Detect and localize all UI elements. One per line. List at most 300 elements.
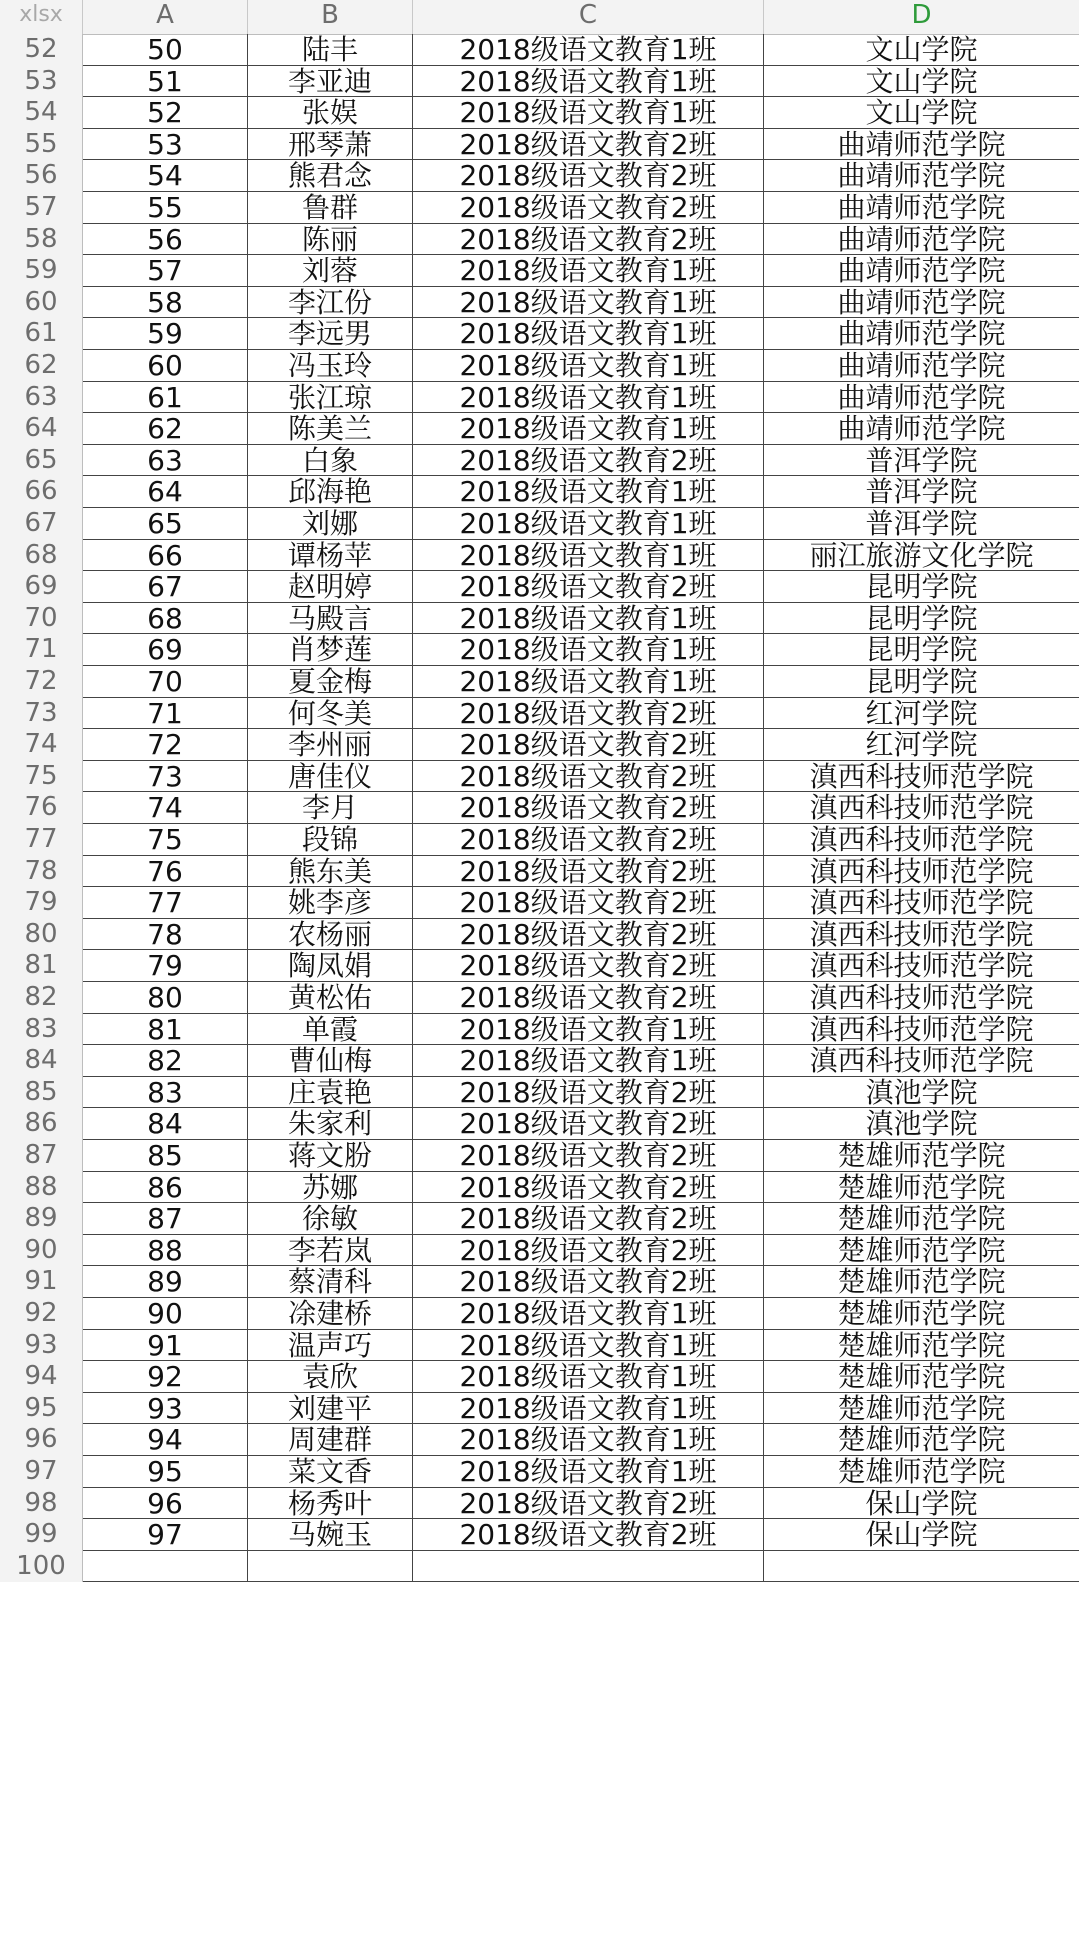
table-row — [0, 1266, 1079, 1298]
table-row — [0, 856, 1079, 888]
table-row — [0, 287, 1079, 319]
cell-a[interactable]: 90 — [83, 1298, 248, 1330]
cell-b[interactable]: 邢琴萧 — [248, 129, 413, 161]
cell-c[interactable]: 2018级语文教育2班 — [413, 445, 764, 477]
cell-d[interactable]: 保山学院 — [865, 1519, 978, 1551]
cell-c[interactable]: 2018级语文教育2班 — [413, 698, 764, 730]
cell-b[interactable]: 张江琼 — [248, 382, 413, 414]
table-row — [0, 476, 1079, 508]
cell-a[interactable]: 68 — [83, 603, 248, 635]
cell-c[interactable]: 2018级语文教育1班 — [413, 1393, 764, 1425]
row-number: 83 — [0, 1014, 83, 1046]
cell-d[interactable]: 楚雄师范学院 — [837, 1140, 1006, 1172]
column-header-c[interactable]: C — [413, 0, 764, 34]
cell-c[interactable]: 2018级语文教育2班 — [413, 224, 764, 256]
cell-a[interactable]: 85 — [83, 1140, 248, 1172]
cell-c[interactable] — [413, 1551, 764, 1583]
cell-c[interactable]: 2018级语文教育1班 — [413, 508, 764, 540]
cell-a[interactable]: 58 — [83, 287, 248, 319]
table-row — [0, 729, 1079, 761]
row-number: 98 — [0, 1488, 83, 1520]
table-row — [0, 224, 1079, 256]
cell-b[interactable]: 马殿言 — [248, 603, 413, 635]
cell-c[interactable]: 2018级语文教育2班 — [413, 1077, 764, 1109]
table-row — [0, 192, 1079, 224]
cell-c[interactable]: 2018级语文教育2班 — [413, 1140, 764, 1172]
row-number: 92 — [0, 1298, 83, 1330]
table-row — [0, 1361, 1079, 1393]
table-row — [0, 160, 1079, 192]
cell-a[interactable]: 73 — [83, 761, 248, 793]
table-row — [0, 824, 1079, 856]
row-number: 88 — [0, 1172, 83, 1204]
cell-c[interactable]: 2018级语文教育1班 — [413, 1361, 764, 1393]
cell-c[interactable]: 2018级语文教育1班 — [413, 1424, 764, 1456]
cell-a[interactable]: 72 — [83, 729, 248, 761]
cell-d[interactable]: 昆明学院 — [865, 602, 978, 635]
row-number: 67 — [0, 508, 83, 540]
cell-d[interactable]: 曲靖师范学院 — [837, 128, 1006, 161]
cell-c[interactable]: 2018级语文教育1班 — [413, 1330, 764, 1362]
cell-c[interactable]: 2018级语文教育1班 — [413, 540, 764, 572]
cell-d[interactable]: 楚雄师范学院 — [837, 1203, 1006, 1235]
cell-d[interactable]: 红河学院 — [865, 729, 978, 761]
cell-a[interactable]: 69 — [83, 634, 248, 666]
cell-a[interactable]: 56 — [83, 224, 248, 256]
cell-d[interactable]: 昆明学院 — [865, 634, 978, 666]
cell-c[interactable]: 2018级语文教育2班 — [413, 950, 764, 982]
row-number: 69 — [0, 571, 83, 603]
cell-a[interactable]: 75 — [83, 824, 248, 856]
column-header-b[interactable]: B — [248, 0, 413, 34]
row-number: 66 — [0, 476, 83, 508]
cell-d[interactable]: 滇西科技师范学院 — [809, 760, 1034, 793]
row-number: 99 — [0, 1519, 83, 1551]
cell-a[interactable]: 79 — [83, 950, 248, 982]
row-number: 90 — [0, 1235, 83, 1267]
cell-c[interactable]: 2018级语文教育1班 — [413, 476, 764, 508]
cell-a[interactable]: 97 — [83, 1519, 248, 1551]
cell-d[interactable]: 滇西科技师范学院 — [809, 855, 1034, 888]
cell-b[interactable]: 赵明婷 — [248, 571, 413, 603]
cell-d[interactable]: 曲靖师范学院 — [837, 286, 1006, 319]
column-header-a[interactable]: A — [83, 0, 248, 34]
row-number: 63 — [0, 382, 83, 414]
cell-d[interactable]: 楚雄师范学院 — [837, 1234, 1006, 1267]
cell-d[interactable]: 楚雄师范学院 — [837, 1456, 1006, 1488]
row-number: 89 — [0, 1203, 83, 1235]
cell-b[interactable]: 陈丽 — [248, 224, 413, 256]
cell-c[interactable]: 2018级语文教育1班 — [413, 1045, 764, 1077]
cell-c[interactable]: 2018级语文教育2班 — [413, 1519, 764, 1551]
cell-a[interactable] — [83, 1551, 248, 1583]
cell-d[interactable]: 曲靖师范学院 — [837, 381, 1006, 414]
cell-d[interactable]: 普洱学院 — [865, 444, 978, 477]
cell-a[interactable]: 96 — [83, 1488, 248, 1520]
row-number: 96 — [0, 1424, 83, 1456]
cell-d[interactable]: 昆明学院 — [865, 571, 978, 603]
cell-c[interactable]: 2018级语文教育1班 — [413, 1456, 764, 1488]
row-number: 97 — [0, 1456, 83, 1488]
cell-b[interactable]: 刘蓉 — [248, 255, 413, 287]
cell-c[interactable]: 2018级语文教育1班 — [413, 666, 764, 698]
cell-a[interactable]: 80 — [83, 982, 248, 1014]
cell-d[interactable]: 曲靖师范学院 — [837, 223, 1006, 256]
cell-c[interactable]: 2018级语文教育2班 — [413, 192, 764, 224]
row-number: 64 — [0, 413, 83, 445]
table-row — [0, 571, 1079, 603]
cell-b[interactable]: 段锦 — [248, 824, 413, 856]
cell-b[interactable]: 熊君念 — [248, 160, 413, 192]
cell-c[interactable]: 2018级语文教育2班 — [413, 160, 764, 192]
cell-a[interactable]: 57 — [83, 255, 248, 287]
cell-b[interactable]: 袁欣 — [248, 1361, 413, 1393]
cell-d[interactable]: 滇西科技师范学院 — [809, 950, 1034, 982]
cell-d[interactable] — [764, 1551, 1079, 1583]
table-row — [0, 129, 1079, 161]
cell-c[interactable]: 2018级语文教育1班 — [413, 97, 764, 129]
cell-a[interactable]: 60 — [83, 350, 248, 382]
row-number: 54 — [0, 97, 83, 129]
cell-d[interactable]: 文山学院 — [865, 34, 978, 66]
table-row — [0, 1551, 1079, 1583]
cell-b[interactable]: 白象 — [248, 445, 413, 477]
cell-d[interactable]: 滇西科技师范学院 — [809, 1045, 1034, 1077]
cell-d[interactable]: 文山学院 — [865, 65, 978, 98]
cell-a[interactable]: 63 — [83, 445, 248, 477]
cell-b[interactable]: 刘建平 — [248, 1393, 413, 1425]
cell-c[interactable]: 2018级语文教育2班 — [413, 1266, 764, 1298]
row-number: 77 — [0, 824, 83, 856]
cell-c[interactable]: 2018级语文教育1班 — [413, 1014, 764, 1046]
table-row — [0, 1203, 1079, 1235]
cell-d[interactable]: 滇西科技师范学院 — [809, 918, 1034, 951]
cell-a[interactable]: 70 — [83, 666, 248, 698]
cell-d[interactable]: 楚雄师范学院 — [837, 1171, 1006, 1204]
cell-a[interactable]: 87 — [83, 1203, 248, 1235]
cell-b[interactable]: 凃建桥 — [248, 1298, 413, 1330]
cell-a[interactable]: 66 — [83, 540, 248, 572]
row-number: 68 — [0, 540, 83, 572]
cell-b[interactable]: 单霞 — [248, 1014, 413, 1046]
cell-d[interactable]: 普洱学院 — [865, 508, 978, 540]
table-row — [0, 666, 1079, 698]
row-number: 72 — [0, 666, 83, 698]
cell-c[interactable]: 2018级语文教育1班 — [413, 287, 764, 319]
row-number: 75 — [0, 761, 83, 793]
cell-b[interactable]: 张娱 — [248, 97, 413, 129]
cell-c[interactable]: 2018级语文教育2班 — [413, 1203, 764, 1235]
row-number: 82 — [0, 982, 83, 1014]
cell-b[interactable]: 何冬美 — [248, 698, 413, 730]
row-number: 62 — [0, 350, 83, 382]
row-number: 56 — [0, 160, 83, 192]
cell-c[interactable]: 2018级语文教育1班 — [413, 382, 764, 414]
cell-c[interactable]: 2018级语文教育1班 — [413, 318, 764, 350]
cell-b[interactable]: 李月 — [248, 792, 413, 824]
cell-a[interactable]: 54 — [83, 160, 248, 192]
cell-c[interactable]: 2018级语文教育1班 — [413, 66, 764, 98]
cell-c[interactable]: 2018级语文教育2班 — [413, 1108, 764, 1140]
row-number: 73 — [0, 698, 83, 730]
cell-a[interactable]: 67 — [83, 571, 248, 603]
table-row — [0, 919, 1079, 951]
cell-b[interactable]: 邱海艳 — [248, 476, 413, 508]
cell-d[interactable]: 普洱学院 — [865, 476, 978, 508]
cell-b[interactable]: 唐佳仪 — [248, 761, 413, 793]
cell-b[interactable]: 温声巧 — [248, 1330, 413, 1362]
cell-b[interactable]: 朱家利 — [248, 1108, 413, 1140]
cell-b[interactable]: 刘娜 — [248, 508, 413, 540]
column-header-bar — [0, 0, 1079, 35]
cell-a[interactable]: 82 — [83, 1045, 248, 1077]
row-number: 60 — [0, 287, 83, 319]
cell-c[interactable]: 2018级语文教育2班 — [413, 761, 764, 793]
table-row — [0, 1014, 1079, 1046]
cell-c[interactable]: 2018级语文教育2班 — [413, 919, 764, 951]
cell-d[interactable]: 曲靖师范学院 — [837, 160, 1006, 192]
cell-b[interactable]: 周建群 — [248, 1424, 413, 1456]
cell-b[interactable]: 肖梦莲 — [248, 634, 413, 666]
row-number: 53 — [0, 66, 83, 98]
table-row — [0, 1172, 1079, 1204]
cell-a[interactable]: 92 — [83, 1361, 248, 1393]
cell-b[interactable]: 徐敏 — [248, 1203, 413, 1235]
cell-b[interactable]: 黄松佑 — [248, 982, 413, 1014]
cell-b[interactable]: 熊东美 — [248, 856, 413, 888]
cell-c[interactable]: 2018级语文教育2班 — [413, 571, 764, 603]
table-row — [0, 413, 1079, 445]
cell-a[interactable]: 53 — [83, 129, 248, 161]
row-number: 84 — [0, 1045, 83, 1077]
table-row — [0, 1488, 1079, 1520]
cell-a[interactable]: 77 — [83, 887, 248, 919]
column-header-d[interactable]: D — [911, 0, 932, 30]
row-number: 76 — [0, 792, 83, 824]
cell-d[interactable]: 丽江旅游文化学院 — [809, 539, 1034, 572]
cell-b[interactable] — [248, 1551, 413, 1583]
table-row — [0, 97, 1079, 129]
cell-b[interactable]: 杨秀叶 — [248, 1488, 413, 1520]
cell-a[interactable]: 81 — [83, 1014, 248, 1046]
cell-b[interactable]: 李若岚 — [248, 1235, 413, 1267]
cell-d[interactable]: 文山学院 — [865, 97, 978, 129]
cell-c[interactable]: 2018级语文教育2班 — [413, 1172, 764, 1204]
cell-c[interactable]: 2018级语文教育1班 — [413, 34, 764, 66]
cell-b[interactable]: 农杨丽 — [248, 919, 413, 951]
cell-c[interactable]: 2018级语文教育2班 — [413, 129, 764, 161]
cell-b[interactable]: 曹仙梅 — [248, 1045, 413, 1077]
cell-b[interactable]: 陶凤娟 — [248, 950, 413, 982]
cell-d[interactable]: 曲靖师范学院 — [837, 413, 1006, 445]
cell-d[interactable]: 曲靖师范学院 — [837, 350, 1006, 382]
table-row — [0, 1456, 1079, 1488]
table-row — [0, 34, 1079, 66]
cell-d[interactable]: 曲靖师范学院 — [837, 192, 1006, 224]
select-all-corner[interactable]: xlsx — [0, 0, 83, 34]
table-row — [0, 1330, 1079, 1362]
cell-c[interactable]: 2018级语文教育2班 — [413, 982, 764, 1014]
table-row — [0, 950, 1079, 982]
cell-b[interactable]: 苏娜 — [248, 1172, 413, 1204]
cell-b[interactable]: 陈美兰 — [248, 413, 413, 445]
cell-c[interactable]: 2018级语文教育1班 — [413, 350, 764, 382]
cell-b[interactable]: 夏金梅 — [248, 666, 413, 698]
table-row — [0, 350, 1079, 382]
row-number: 81 — [0, 950, 83, 982]
cell-d[interactable]: 楚雄师范学院 — [837, 1329, 1006, 1362]
cell-d[interactable]: 楚雄师范学院 — [837, 1424, 1006, 1456]
cell-b[interactable]: 庄袁艳 — [248, 1077, 413, 1109]
table-row — [0, 508, 1079, 540]
cell-a[interactable]: 93 — [83, 1393, 248, 1425]
cell-b[interactable]: 陆丰 — [248, 34, 413, 66]
cell-d[interactable]: 滇池学院 — [865, 1108, 978, 1140]
row-number: 58 — [0, 224, 83, 256]
cell-a[interactable]: 52 — [83, 97, 248, 129]
row-number: 74 — [0, 729, 83, 761]
cell-a[interactable]: 86 — [83, 1172, 248, 1204]
row-number: 55 — [0, 129, 83, 161]
table-row — [0, 1108, 1079, 1140]
cell-c[interactable]: 2018级语文教育2班 — [413, 1235, 764, 1267]
cell-c[interactable]: 2018级语文教育2班 — [413, 887, 764, 919]
row-number: 71 — [0, 634, 83, 666]
cell-d[interactable]: 楚雄师范学院 — [837, 1266, 1006, 1298]
table-row — [0, 66, 1079, 98]
cell-a[interactable]: 59 — [83, 318, 248, 350]
table-row — [0, 1045, 1079, 1077]
cell-d[interactable]: 保山学院 — [865, 1487, 978, 1520]
cell-c[interactable]: 2018级语文教育1班 — [413, 413, 764, 445]
cell-d[interactable]: 昆明学院 — [865, 666, 978, 698]
cell-a[interactable]: 95 — [83, 1456, 248, 1488]
cell-d[interactable]: 滇西科技师范学院 — [809, 824, 1034, 856]
cell-d[interactable]: 滇西科技师范学院 — [809, 887, 1034, 919]
cell-c[interactable]: 2018级语文教育2班 — [413, 1488, 764, 1520]
cell-a[interactable]: 61 — [83, 382, 248, 414]
table-row — [0, 1393, 1079, 1425]
table-row — [0, 792, 1079, 824]
cell-a[interactable]: 94 — [83, 1424, 248, 1456]
cell-a[interactable]: 89 — [83, 1266, 248, 1298]
row-number: 52 — [0, 34, 83, 66]
row-number: 80 — [0, 919, 83, 951]
row-number: 59 — [0, 255, 83, 287]
cell-d[interactable]: 滇西科技师范学院 — [809, 1013, 1034, 1046]
cell-b[interactable]: 菜文香 — [248, 1456, 413, 1488]
cell-a[interactable]: 62 — [83, 413, 248, 445]
cell-b[interactable]: 李州丽 — [248, 729, 413, 761]
table-row — [0, 887, 1079, 919]
row-number: 57 — [0, 192, 83, 224]
table-row — [0, 761, 1079, 793]
table-row — [0, 318, 1079, 350]
row-number: 85 — [0, 1077, 83, 1109]
cell-b[interactable]: 蒋文肦 — [248, 1140, 413, 1172]
table-row — [0, 1140, 1079, 1172]
table-row — [0, 1235, 1079, 1267]
cell-b[interactable]: 冯玉玲 — [248, 350, 413, 382]
cell-a[interactable]: 84 — [83, 1108, 248, 1140]
cell-b[interactable]: 姚李彦 — [248, 887, 413, 919]
cell-d[interactable]: 楚雄师范学院 — [837, 1392, 1006, 1425]
row-number: 79 — [0, 887, 83, 919]
cell-a[interactable]: 91 — [83, 1330, 248, 1362]
row-number: 91 — [0, 1266, 83, 1298]
table-row — [0, 1298, 1079, 1330]
cell-b[interactable]: 蔡清科 — [248, 1266, 413, 1298]
cell-b[interactable]: 李江份 — [248, 287, 413, 319]
cell-a[interactable]: 88 — [83, 1235, 248, 1267]
table-row — [0, 1077, 1079, 1109]
row-number: 94 — [0, 1361, 83, 1393]
row-number: 86 — [0, 1108, 83, 1140]
table-row — [0, 1519, 1079, 1551]
row-number: 70 — [0, 603, 83, 635]
cell-c[interactable]: 2018级语文教育2班 — [413, 792, 764, 824]
cell-a[interactable]: 78 — [83, 919, 248, 951]
cell-d[interactable]: 曲靖师范学院 — [837, 318, 1006, 350]
table-row — [0, 603, 1079, 635]
cell-a[interactable]: 64 — [83, 476, 248, 508]
table-row — [0, 255, 1079, 287]
cell-d[interactable]: 曲靖师范学院 — [837, 255, 1006, 287]
cell-d[interactable]: 红河学院 — [865, 697, 978, 730]
row-number: 61 — [0, 318, 83, 350]
cell-b[interactable]: 李亚迪 — [248, 66, 413, 98]
row-number: 65 — [0, 445, 83, 477]
cell-c[interactable]: 2018级语文教育1班 — [413, 1298, 764, 1330]
cell-a[interactable]: 83 — [83, 1077, 248, 1109]
row-number: 100 — [0, 1551, 83, 1583]
cell-a[interactable]: 51 — [83, 66, 248, 98]
cell-b[interactable]: 谭杨苹 — [248, 540, 413, 572]
cell-d[interactable]: 楚雄师范学院 — [837, 1361, 1006, 1393]
row-number: 87 — [0, 1140, 83, 1172]
row-number: 95 — [0, 1393, 83, 1425]
cell-a[interactable]: 50 — [83, 34, 248, 66]
cell-d[interactable]: 滇西科技师范学院 — [809, 792, 1034, 824]
table-row — [0, 1424, 1079, 1456]
table-row — [0, 982, 1079, 1014]
cell-a[interactable]: 74 — [83, 792, 248, 824]
table-row — [0, 540, 1079, 572]
table-row — [0, 698, 1079, 730]
cell-c[interactable]: 2018级语文教育2班 — [413, 824, 764, 856]
cell-c[interactable]: 2018级语文教育2班 — [413, 729, 764, 761]
table-row — [0, 634, 1079, 666]
cell-d[interactable]: 楚雄师范学院 — [837, 1298, 1006, 1330]
cell-c[interactable]: 2018级语文教育2班 — [413, 856, 764, 888]
cell-d[interactable]: 滇池学院 — [865, 1076, 978, 1109]
cell-c[interactable]: 2018级语文教育1班 — [413, 255, 764, 287]
cell-a[interactable]: 65 — [83, 508, 248, 540]
cell-c[interactable]: 2018级语文教育1班 — [413, 634, 764, 666]
cell-d[interactable]: 滇西科技师范学院 — [809, 982, 1034, 1014]
cell-c[interactable]: 2018级语文教育1班 — [413, 603, 764, 635]
row-number: 78 — [0, 856, 83, 888]
cell-a[interactable]: 76 — [83, 856, 248, 888]
cell-a[interactable]: 55 — [83, 192, 248, 224]
cell-b[interactable]: 鲁群 — [248, 192, 413, 224]
cell-a[interactable]: 71 — [83, 698, 248, 730]
cell-b[interactable]: 马婉玉 — [248, 1519, 413, 1551]
row-number: 93 — [0, 1330, 83, 1362]
table-row — [0, 382, 1079, 414]
cell-b[interactable]: 李远男 — [248, 318, 413, 350]
table-row — [0, 445, 1079, 477]
